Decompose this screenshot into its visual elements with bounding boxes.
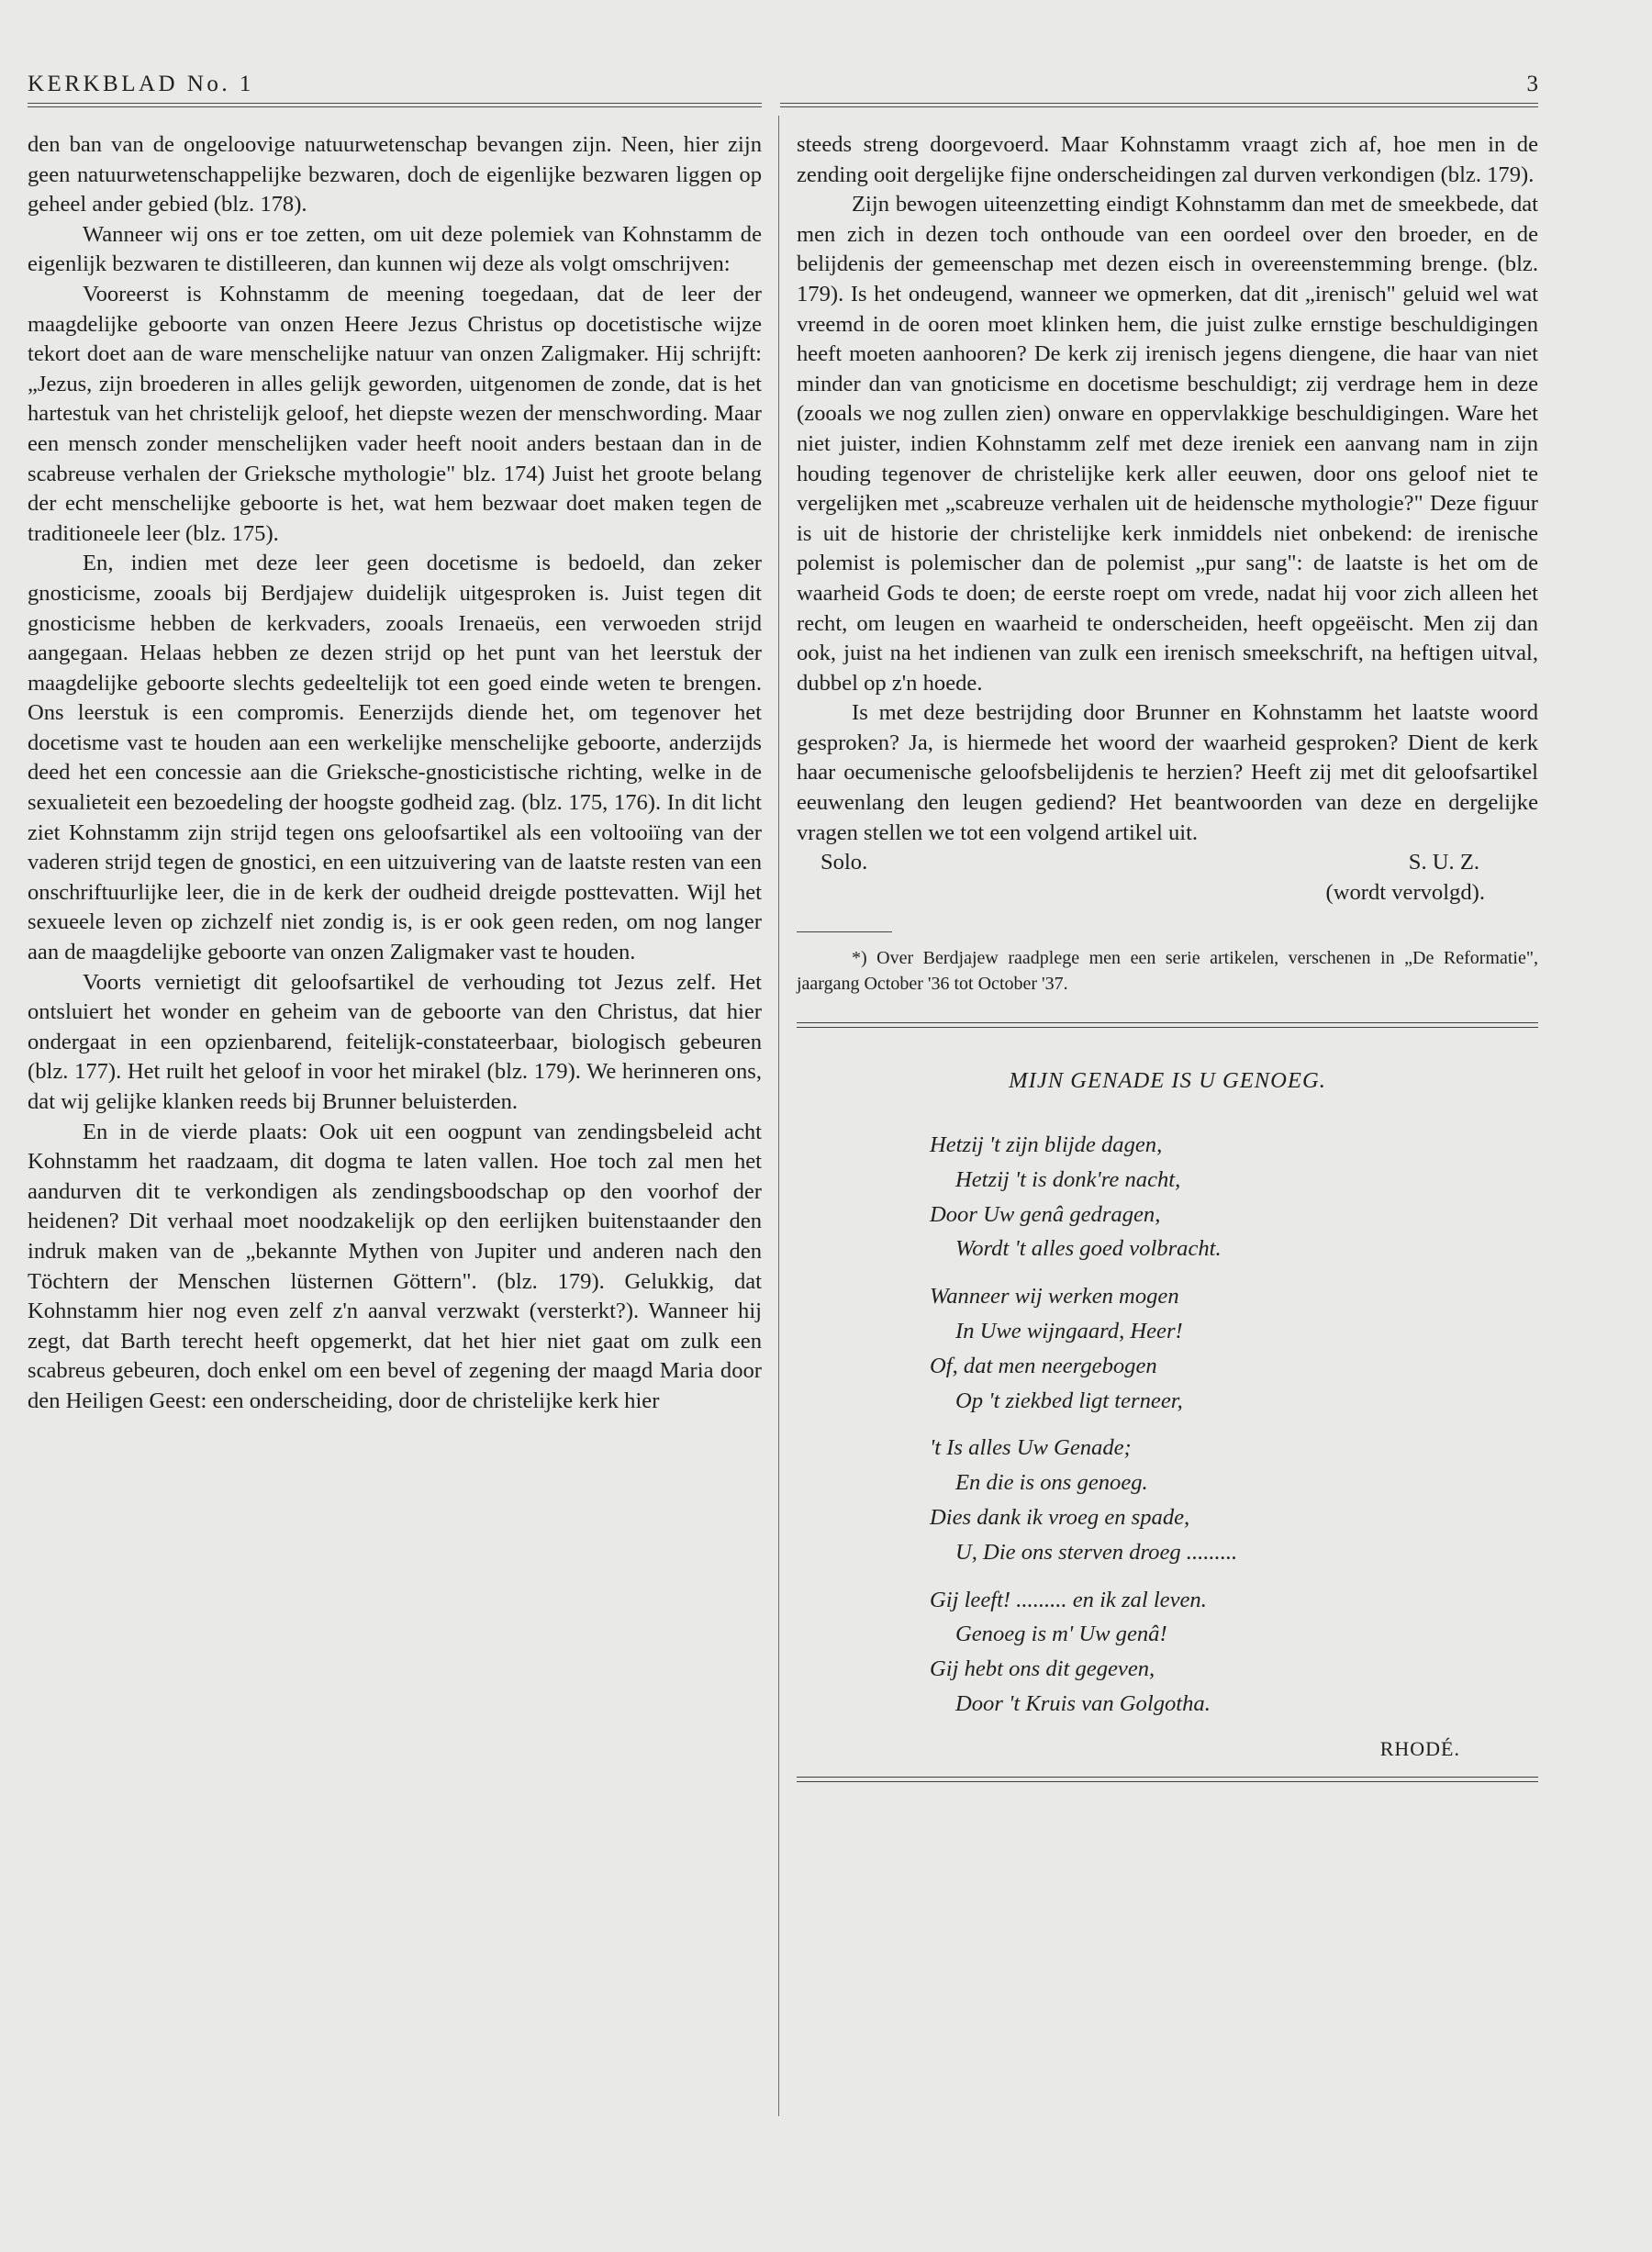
place-line: Solo.	[820, 850, 868, 875]
poem-stanza	[930, 1128, 1538, 1266]
paragraph: Is met deze bestrijding door Brunner en Kohnstamm het laatste woord gesproken? Ja, is hiermede het woord der waarheid gesproken? Dient de kerk haar oecumenische geloofsbelijdenis te herzien? Heeft zij met dit geloofsartikel eeuwenlang den leugen gediend? Het beantwoorden van deze en dergelijke vragen stellen we tot een volgend artikel uit.	[797, 700, 1538, 845]
paragraph: En in de vierde plaats: Ook uit een oogpunt van zendingsbeleid acht Kohnstamm het raadzaam, dit dogma te laten vallen. Hoe toch zal men het aandurven dit te verkondigen als zendingsboodschap op den voorhof der heidenen? Dit verhaal moet noodzakelijk op den eerlijken buitenstaander den indruk maken van de „bekannte Mythen von Jupiter und anderen nach den Töchtern der Menschen lüsternen Göttern". (blz. 179). Gelukkig, dat Kohnstamm hier nog even zelf z'n aanval verzwakt (versterkt?). Wanneer hij zegt, dat Barth terecht heeft opgemerkt, dat het hier niet gaat om zulk een scabreus gebeuren, doch enkel om een bevel of zegening der maagd Maria door den Heiligen Geest: een onderscheiding, door de christelijke kerk hier	[28, 1119, 762, 1413]
running-head: KERKBLAD No. 1	[28, 72, 254, 96]
poem-line: Door Uw genâ gedragen,	[930, 1201, 1161, 1227]
poem-line: Dies dank ik vroeg en spade,	[930, 1505, 1190, 1530]
signature-row	[797, 848, 1538, 878]
paragraph: Voorts vernietigt dit geloofsartikel de verhouding tot Jezus zelf. Het ontsluiert het wonder en geheim van de geboorte van den Christus, dat hier ondergaat in een opzienbarend, feitelijk-constateerbaar, biologisch gebeuren (blz. 177). Het ruilt het geloof in voor het mirakel (blz. 179). We herinneren ons, dat wij gelijke klanken reeds bij Brunner beluisterden.	[28, 969, 762, 1114]
footnote: *) Over Berdjajew raadplege men een serie artikelen, verschenen in „De Reformatie", jaargang October '36 tot October '37.	[797, 948, 1538, 995]
poem-line: U, Die ons sterven droeg .........	[955, 1539, 1238, 1565]
poem-line: En die is ons genoeg.	[955, 1470, 1148, 1496]
poem-line: Gij hebt ons dit gegeven,	[930, 1656, 1155, 1682]
paragraph: Zijn bewogen uiteenzetting eindigt Kohnstamm dan met de smeekbede, dat men zich in dezen toch onthoude van een oordeel over den broeder, en de belijdenis der gemeenschap met dezen eisch in overeenstemming brenge. (blz. 179). Is het ondeugend, wanneer we opmerken, dat dit „irenisch" geluid wel wat vreemd in de ooren moet klinken hem, die juist zulke ernstige beschuldigingen heeft moeten aanhooren? De kerk zij irenisch jegens diengene, die haar van niet minder dan van gnoticisme en docetisme beschuldigt; zij verdrage hem in deze (zooals we nog zullen zien) onware en oppervlakkige beschuldigingen. Ware het niet juister, indien Kohnstamm zelf met deze ireniek een aanvang nam in zijn houding tegenover de christelijke kerk aller eeuwen, door ons geloof niet te vergelijken met „scabreuze verhalen uit de heidensche mythologie?" Deze figuur is uit de historie der christelijke kerk inmiddels niet onbekend: de irenische polemist is polemischer dan de polemist „pur sang": de laatste is het om de waarheid Gods te doen; de eerste roept om vrede, nadat hij voor zich alleen het recht, om leugen en waarheid te onderscheiden, heeft opgeëischt. Men zij dan ook, juist na het indienen van zulk een irenisch smeekschrift, na heftigen uitval, dubbel op z'n hoede.	[797, 192, 1538, 696]
poem-line: Gij leeft! ......... en ik zal leven.	[930, 1587, 1207, 1612]
poem-line: Wordt 't alles goed volbracht.	[955, 1236, 1222, 1262]
poem-line: Door 't Kruis van Golgotha.	[955, 1690, 1211, 1716]
poem-line: Hetzij 't zijn blijde dagen,	[930, 1132, 1163, 1158]
closing-rule	[797, 1777, 1538, 1782]
paragraph: den ban van de ongeloovige natuurwetenschap bevangen zijn. Neen, hier zijn geen natuurwetenschappelijke bezwaren, doch de eigenlijke bezwaren liggen op geheel ander gebied (blz. 178).	[28, 132, 762, 217]
left-column	[28, 130, 762, 1417]
poem-line: Of, dat men neergebogen	[930, 1353, 1157, 1378]
column-divider	[778, 116, 779, 2116]
section-rule	[797, 1022, 1538, 1028]
poem-author: RHODÉ.	[1379, 1736, 1460, 1760]
header-rule-right	[780, 103, 1538, 107]
header-rule-left	[28, 103, 762, 107]
poem-line: Op 't ziekbed ligt terneer,	[955, 1388, 1183, 1413]
paragraph: steeds streng doorgevoerd. Maar Kohnstamm vraagt zich af, hoe men in de zending ooit dergelijke fijne onderscheidingen zal durven verkondigen (blz. 179).	[797, 132, 1538, 187]
poem-stanza	[930, 1583, 1538, 1722]
poem	[930, 1128, 1538, 1722]
poem-line: Hetzij 't is donk're nacht,	[955, 1166, 1181, 1192]
continued-note: (wordt vervolgd).	[1325, 879, 1485, 905]
poem-line: 't Is alles Uw Genade;	[930, 1435, 1132, 1461]
poem-title: MIJN GENADE IS U GENOEG.	[1009, 1068, 1326, 1094]
paragraph: En, indien met deze leer geen docetisme is bedoeld, dan zeker gnosticisme, zooals bij Berdjajew duidelijk uitgesproken is. Juist tegen dit gnosticisme hebben de kerkvaders, zooals Irenaeüs, een verwoeden strijd aangegaan. Helaas hebben ze dezen strijd op het punt van het leerstuk der maagdelijke geboorte slechts gedeeltelijk tot een goed einde weten te brengen. Ons leerstuk is een compromis. Eenerzijds diende het, om tegenover het docetisme vast te houden aan een werkelijke menschelijke geboorte, anderzijds deed het een concessie aan die Grieksche-gnosticistische richting, welke in de sexualieteit een bezoedeling der hoogste godheid zag. (blz. 175, 176). In dit licht ziet Kohnstamm zijn strijd tegen ons geloofsartikel als een voltooiïng van der vaderen strijd tegen de gnostici, en een uitzuivering van de laatste resten van een onschriftuurlijke leer, die in de kerk der oudheid dreigde posttevatten. Wijl het sexueele leven op zichzelf niet zondig is, is er ook geen reden, om nog langer aan de maagdelijke geboorte van onzen Zaligmaker vast te houden.	[28, 551, 762, 965]
paragraph: Vooreerst is Kohnstamm de meening toegedaan, dat de leer der maagdelijke geboorte van onzen Heere Jezus Christus op docetistische wijze tekort doet aan de ware menschelijke natuur van onzen Zaligmaker. Hij schrijft: „Jezus, zijn broederen in alles gelijk geworden, uitgenomen de zonde, dat is het hartestuk van het christelijk geloof, het diepste wezen der menschwording. Maar een mensch zonder menschelijken vader heeft nooit anders bestaan dan in de scabreuse verhalen der Grieksche mythologie" blz. 174) Juist het groote belang der echt menschelijke geboorte is het, wat hem bezwaar doet maken tegen de traditioneele leer (blz. 175).	[28, 281, 762, 546]
footnote-rule	[797, 931, 892, 932]
page-number: 3	[1526, 72, 1538, 96]
poem-line: Genoeg is m' Uw genâ!	[955, 1622, 1167, 1647]
author-initials: S. U. Z.	[1408, 850, 1479, 875]
poem-stanza	[930, 1279, 1538, 1418]
poem-stanza	[930, 1431, 1538, 1569]
poem-line: Wanneer wij werken mogen	[930, 1284, 1179, 1310]
poem-line: In Uwe wijngaard, Heer!	[955, 1319, 1183, 1344]
right-column	[797, 130, 1538, 1782]
paragraph: Wanneer wij ons er toe zetten, om uit deze polemiek van Kohnstamm de eigenlijk bezwaren te distilleeren, dan kunnen wij deze als volgt omschrijven:	[28, 221, 762, 277]
